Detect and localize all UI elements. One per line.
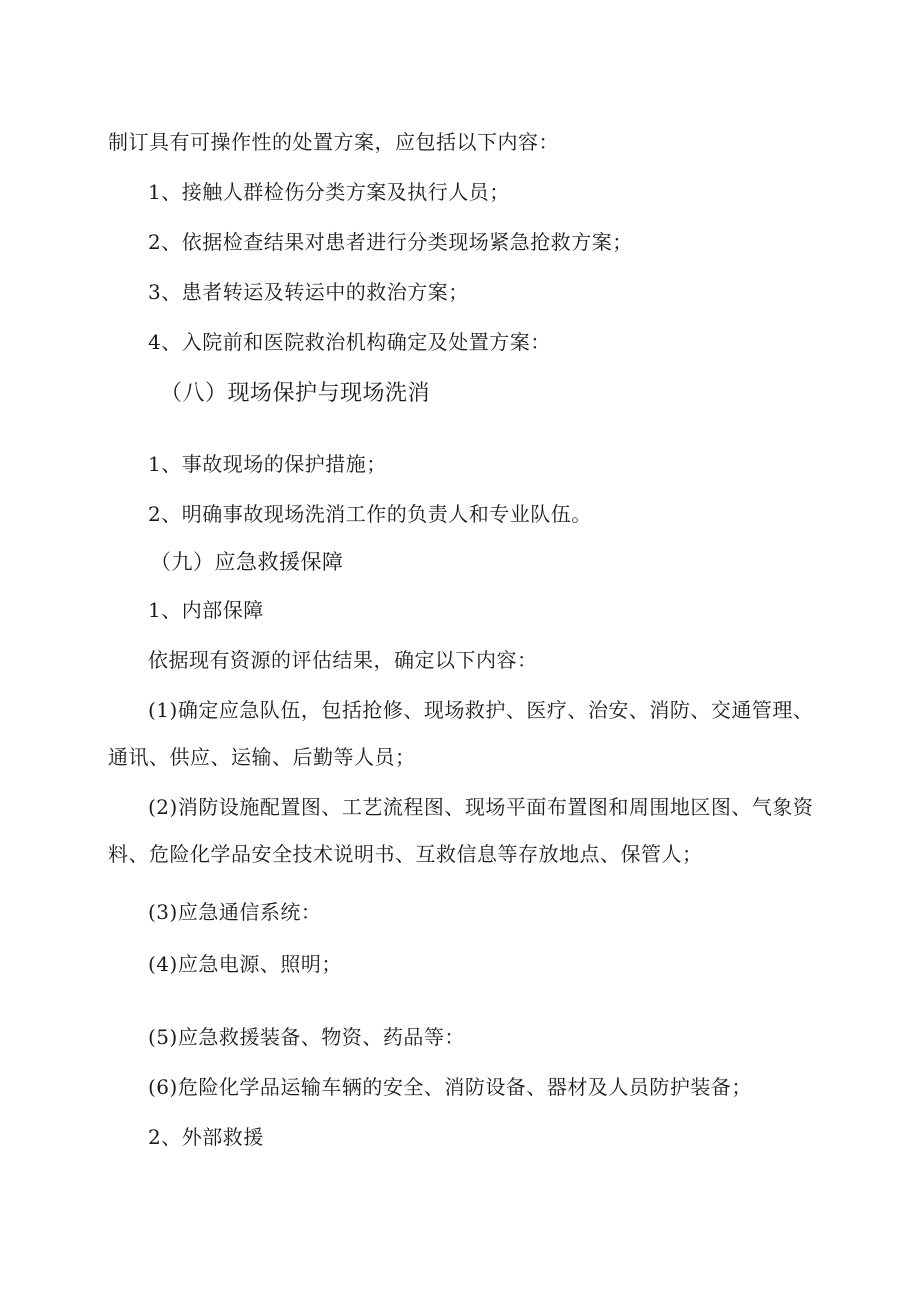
list-item: (2)消防设施配置图、工艺流程图、现场平面布置图和周围地区图、气象资 bbox=[148, 795, 814, 819]
list-item: 3、患者转运及转运中的救治方案； bbox=[148, 280, 469, 304]
paragraph-intro: 制订具有可操作性的处置方案，应包括以下内容： bbox=[108, 130, 559, 154]
list-item: (5)应急救援装备、物资、药品等： bbox=[148, 1025, 465, 1049]
paragraph: 依据现有资源的评估结果，确定以下内容： bbox=[148, 648, 538, 672]
section-heading-8: （八）现场保护与现场洗消 bbox=[160, 381, 431, 406]
list-item: 1、接触人群检伤分类方案及执行人员； bbox=[148, 180, 510, 204]
list-item-continuation: 料、危险化学品安全技术说明书、互救信息等存放地点、保管人； bbox=[108, 842, 703, 866]
subsection-heading: 1、内部保障 bbox=[148, 598, 264, 622]
list-item: (3)应急通信系统： bbox=[148, 900, 322, 924]
list-item-continuation: 通讯、供应、运输、后勤等人员； bbox=[108, 745, 416, 769]
list-item: (1)确定应急队伍，包括抢修、现场救护、医疗、治安、消防、交通管理、 bbox=[148, 698, 814, 722]
section-heading-9: （九）应急救援保障 bbox=[150, 550, 344, 574]
list-item: (4)应急电源、照明； bbox=[148, 952, 342, 976]
list-item: 1、事故现场的保护措施； bbox=[148, 452, 387, 476]
subsection-heading: 2、外部救援 bbox=[148, 1125, 264, 1149]
list-item: 2、明确事故现场洗消工作的负责人和专业队伍。 bbox=[148, 502, 592, 526]
list-item: 4、入院前和医院救治机构确定及处置方案： bbox=[148, 330, 551, 354]
list-item: 2、依据检查结果对患者进行分类现场紧急抢救方案； bbox=[148, 230, 633, 254]
list-item: (6)危险化学品运输车辆的安全、消防设备、器材及人员防护装备； bbox=[148, 1075, 752, 1099]
